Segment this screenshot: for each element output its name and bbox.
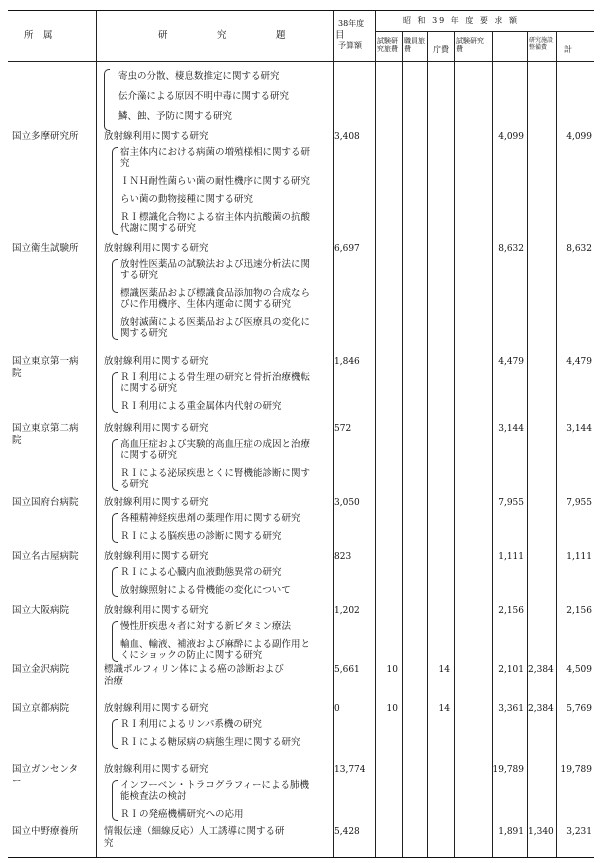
research-subtopic: インフーベン・トラコグラフィーによる肺機 [120, 780, 309, 791]
header-col-exp-travel: 試験研究旅費 [377, 37, 398, 53]
request-facility: 2,384 [528, 665, 554, 675]
request-office: 14 [438, 704, 450, 714]
col-divider [492, 31, 493, 857]
research-main-topic: 放射線利用に関する研究 [104, 605, 209, 616]
brace [112, 567, 118, 597]
brace [112, 513, 118, 543]
request-total: 5,769 [566, 704, 592, 714]
agency-name: 国立東京第二病 [12, 423, 79, 434]
research-main-topic: 放射線利用に関する研究 [104, 497, 209, 508]
research-subtopic: 能検査法の検討 [120, 791, 187, 802]
header-budget-year: 38年度 [338, 19, 365, 28]
agency-name: 国立名古屋病院 [12, 551, 79, 562]
request-total: 2,156 [566, 606, 592, 616]
header-col-staff-travel: 職員旅費 [404, 37, 425, 53]
budget-38: 0 [334, 704, 340, 714]
research-main-topic: 治療 [104, 676, 124, 687]
research-subtopic: ＲＩによる泌尿疾患とくに腎機能診断に関す [120, 468, 311, 479]
research-subtopic: ＲＩの発癌機構研究への応用 [120, 809, 244, 820]
agency-name: 院 [12, 435, 22, 446]
agency-name: ー [12, 776, 22, 787]
request-total: 4,099 [566, 132, 592, 142]
agency-name: 国立大阪病院 [12, 605, 70, 616]
header-budget-label: 予算額 [338, 41, 362, 50]
research-subtopic: 伝介藻による原因不明中毒に関する研究 [118, 91, 290, 102]
research-main-topic: 放射線利用に関する研究 [104, 131, 209, 142]
budget-38: 823 [334, 552, 352, 562]
research-subtopic: ＲＩ利用による骨生理の研究と骨折治療機転 [120, 372, 311, 383]
request-office: 14 [438, 665, 450, 675]
research-subtopic: 高血圧症および実験的高血圧症の成因と治療 [120, 439, 311, 450]
brace [112, 621, 118, 662]
header-subline [375, 31, 594, 32]
request-exp: 19,789 [492, 765, 524, 775]
header-title: 研 究 題 目 [158, 30, 365, 41]
research-main-topic: 放射線利用に関する研究 [104, 243, 209, 254]
request-total: 19,789 [560, 765, 592, 775]
brace [112, 372, 118, 413]
research-subtopic: ＲＩによる心臓内血液動態異常の研究 [120, 567, 282, 578]
research-subtopic: 輸血、輸液、補液および麻酔による副作用と [120, 639, 311, 650]
request-travel: 10 [386, 704, 398, 714]
agency-name: 国立衛生試験所 [12, 243, 79, 254]
request-exp: 7,955 [498, 498, 524, 508]
request-total: 8,632 [566, 244, 592, 254]
request-exp: 3,144 [498, 424, 524, 434]
col-divider [427, 31, 428, 857]
request-total: 4,509 [566, 665, 592, 675]
request-travel: 10 [386, 665, 398, 675]
request-exp: 1,891 [498, 827, 524, 837]
research-subtopic: 放射線照射による骨機能の変化について [120, 585, 291, 596]
research-main-topic: 情報伝達（細線反応）人工誘導に関する研 [104, 826, 285, 837]
request-exp: 2,101 [498, 665, 524, 675]
agency-name: 国立金沢病院 [12, 664, 70, 675]
budget-38: 13,774 [334, 765, 366, 775]
research-subtopic: ＲＩによる脳疾患の診断に関する研究 [120, 531, 282, 542]
budget-38: 6,697 [334, 244, 360, 254]
request-total: 1,111 [566, 552, 592, 562]
header-col-total: 計 [564, 45, 572, 54]
request-total: 7,955 [566, 498, 592, 508]
budget-38: 5,661 [334, 665, 360, 675]
col-divider [454, 31, 455, 857]
research-subtopic: くにショックの防止に関する研究 [120, 650, 263, 661]
brace [112, 780, 118, 821]
research-subtopic: びに作用機序、生体内運命に関する研究 [120, 299, 292, 310]
request-facility: 1,340 [528, 827, 554, 837]
brace [112, 259, 118, 340]
research-subtopic: する研究 [120, 270, 159, 281]
brace [104, 69, 110, 131]
research-subtopic: 慢性肝疾患々者に対する新ビタミン療法 [120, 621, 292, 632]
header-bottom [8, 61, 594, 62]
agency-name: 国立東京第一病 [12, 356, 79, 367]
research-main-topic: 放射線利用に関する研究 [104, 703, 209, 714]
research-subtopic: ＲＩ利用によるリンパ系機の研究 [120, 719, 262, 730]
research-subtopic: る研究 [120, 479, 149, 490]
request-exp: 1,111 [498, 552, 524, 562]
header-col-facility: 研究施設整備費 [529, 37, 554, 51]
research-subtopic: 宿主体内における病菌の増殖様相に関する研 [120, 147, 311, 158]
request-exp: 3,361 [498, 704, 524, 714]
research-subtopic: 標識医薬品および標識食品添加物の合成なら [120, 288, 311, 299]
agency-name: 国立京都病院 [12, 703, 70, 714]
research-subtopic: ＲＩ利用による重金属体内代射の研究 [120, 401, 282, 412]
brace [112, 147, 118, 235]
request-total: 3,144 [566, 424, 592, 434]
brace [112, 439, 118, 491]
budget-38: 1,202 [334, 606, 360, 616]
budget-table [8, 10, 594, 858]
header-col-office: 庁費 [433, 45, 449, 54]
research-main-topic: 放射線利用に関する研究 [104, 356, 209, 367]
research-main-topic: 放射線利用に関する研究 [104, 423, 209, 434]
research-subtopic: 関する研究 [120, 328, 168, 339]
research-main-topic: 究 [104, 838, 114, 849]
col-divider [402, 31, 403, 857]
request-exp: 4,479 [498, 357, 524, 367]
agency-name: 国立国府台病院 [12, 497, 79, 508]
agency-name: 国立多摩研究所 [12, 131, 79, 142]
research-main-topic: 標識ポルフィリン体による癌の診断および [104, 664, 284, 675]
research-subtopic: 鱗、蝕、予防に関する研究 [118, 111, 233, 122]
request-facility: 2,384 [528, 704, 554, 714]
request-total: 4,479 [566, 357, 592, 367]
research-subtopic: ＲＩ標識化合物による宿主体内抗酸菌の抗酸 [120, 212, 311, 223]
request-exp: 8,632 [498, 244, 524, 254]
research-subtopic: 代謝に関する研究 [120, 223, 197, 234]
research-subtopic: 寄虫の分散、棲息数推定に関する研究 [118, 71, 280, 82]
budget-38: 572 [334, 424, 352, 434]
col-divider [375, 11, 376, 857]
research-main-topic: 放射線利用に関する研究 [104, 764, 209, 775]
budget-38: 1,846 [334, 357, 360, 367]
research-subtopic: に関する研究 [120, 383, 178, 394]
agency-name: 国立ガンセンタ [12, 764, 79, 775]
request-exp: 4,099 [498, 132, 524, 142]
col-divider [527, 31, 528, 857]
brace [112, 719, 118, 749]
research-subtopic: 各種精神経疾患剤の薬理作用に関する研究 [120, 513, 301, 524]
col-divider [96, 11, 97, 857]
budget-38: 5,428 [334, 827, 360, 837]
header-agency: 所 属 [24, 30, 53, 41]
col-divider [556, 31, 557, 857]
request-total: 3,231 [566, 827, 592, 837]
budget-38: 3,408 [334, 132, 360, 142]
research-subtopic: 放射滅菌による医薬品および医療具の変化に [120, 317, 311, 328]
research-subtopic: 究 [120, 158, 130, 169]
agency-name: 国立中野療養所 [12, 826, 79, 837]
research-subtopic: らい菌の動物接種に関する研究 [120, 194, 254, 205]
header-col-exp: 試験研究費 [456, 37, 484, 53]
budget-38: 3,050 [334, 498, 360, 508]
agency-name: 院 [12, 368, 22, 379]
research-subtopic: に関する研究 [120, 450, 178, 461]
research-main-topic: 放射線利用に関する研究 [104, 551, 209, 562]
research-subtopic: 放射性医薬品の試験法および迅速分析法に関 [120, 259, 311, 270]
research-subtopic: ＩＮＨ耐性菌らい菌の耐性機序に関する研究 [120, 176, 311, 187]
header-request-title: 昭 和 39 年 度 要 求 額 [403, 16, 519, 25]
request-exp: 2,156 [498, 606, 524, 616]
research-subtopic: ＲＩによる糖尿病の病態生理に関する研究 [120, 737, 301, 748]
